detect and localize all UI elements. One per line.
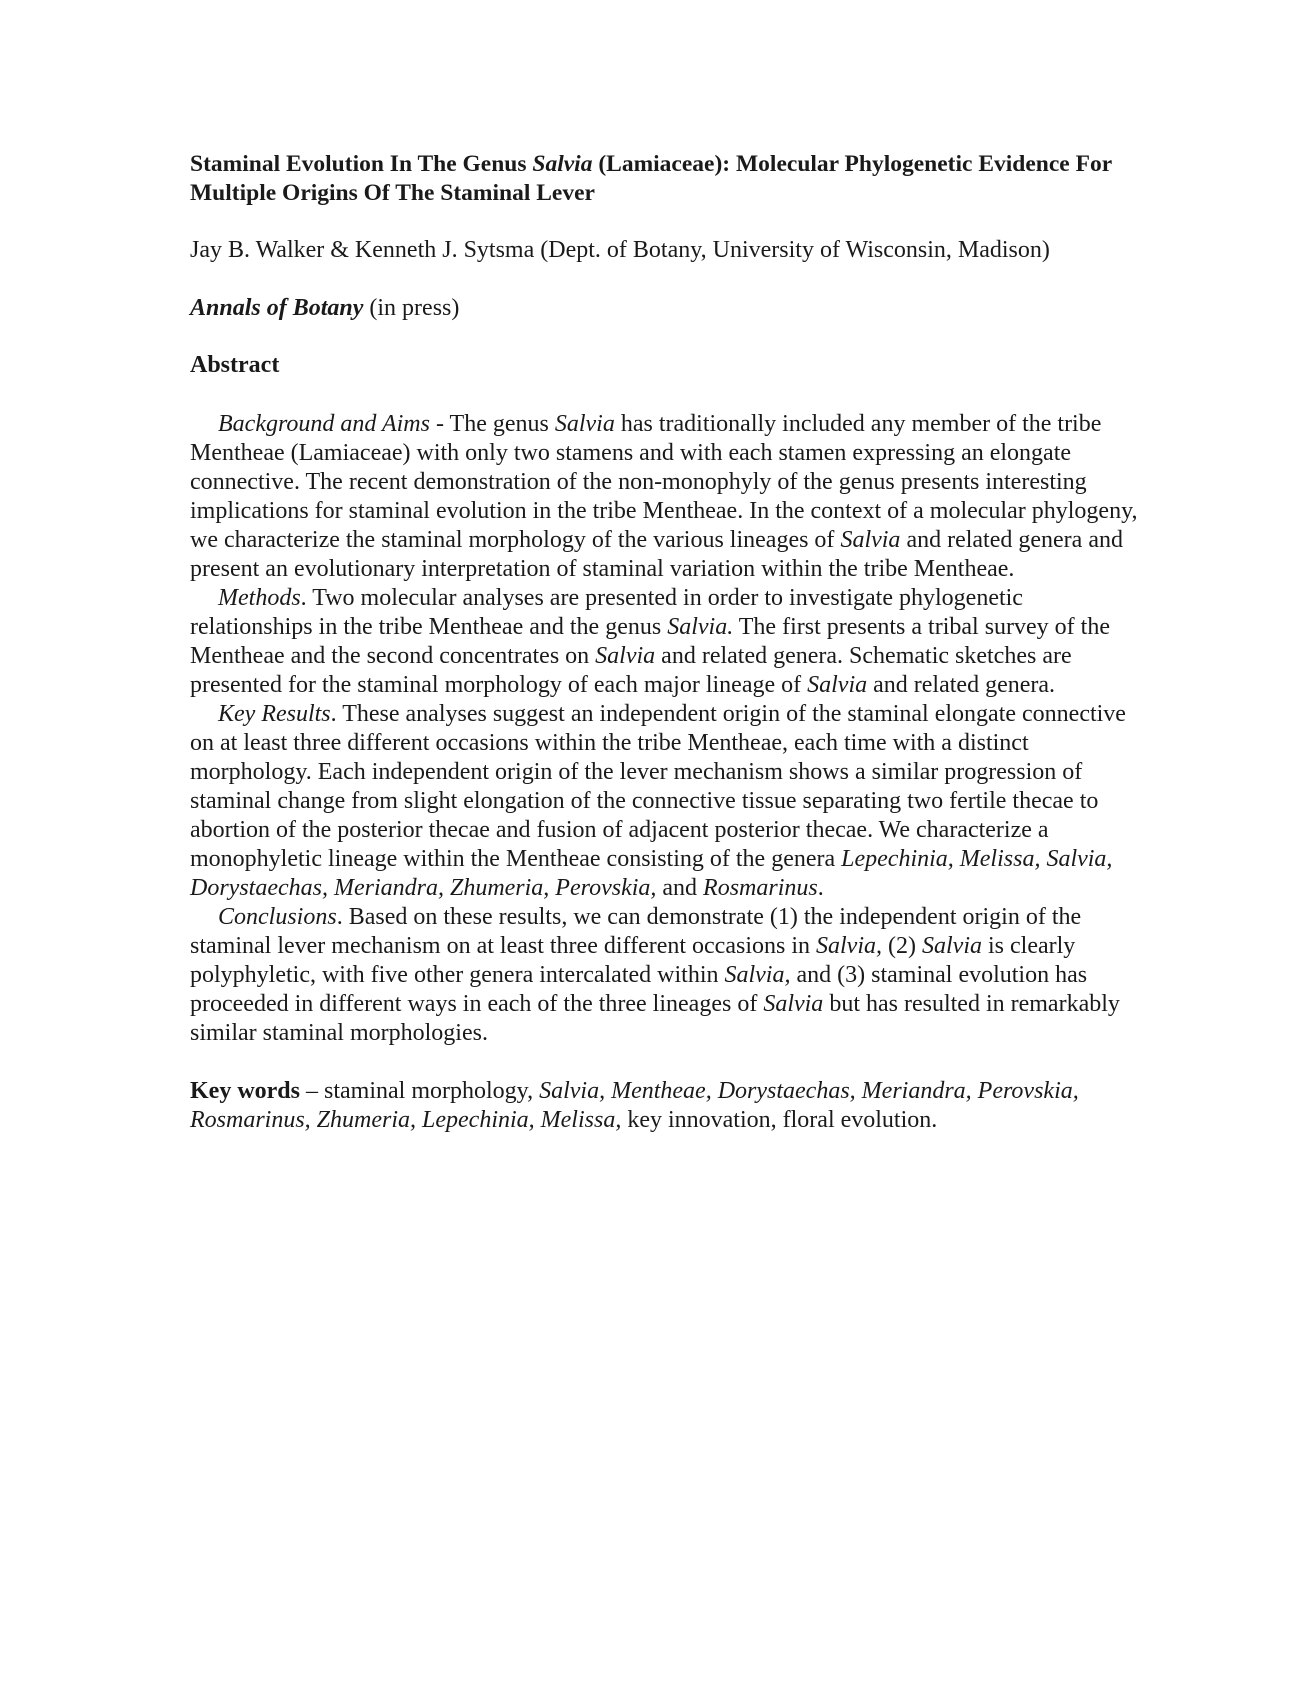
- genus-list: Lepechinia, Melissa, Salvia, Dorystaechas, Meriandra, Zhumeria, Perovskia,: [190, 846, 1113, 901]
- paper-page: [190, 150, 1140, 1135]
- section-label: Conclusions: [218, 904, 337, 930]
- keywords-label: Key words: [190, 1078, 300, 1104]
- paragraph-text: and related genera.: [867, 672, 1056, 698]
- paragraph-text: and related genera. Schematic sketches are presented for the staminal morphology of each major lineage of: [190, 643, 1072, 698]
- journal-line: [190, 294, 1140, 323]
- abstract-results: [190, 700, 1140, 903]
- author-line: Jay B. Walker & Kenneth J. Sytsma (Dept. of Botany, University of Wisconsin, Madison): [190, 237, 1050, 263]
- genus-name: Salvia: [840, 527, 901, 553]
- genus-name: Salvia: [763, 991, 824, 1017]
- paragraph-text: - The genus: [429, 411, 555, 437]
- keywords: [190, 1077, 1140, 1135]
- abstract-background: [190, 410, 1140, 584]
- paragraph-text: The first presents a tribal survey of the Mentheae and the second concentrates on: [190, 614, 1110, 669]
- paragraph-text: (2): [882, 933, 922, 959]
- paragraph-text: is clearly polyphyletic, with five other genera intercalated within: [190, 933, 1076, 988]
- abstract-heading: Abstract: [190, 352, 280, 378]
- genus-name: Salvia: [595, 643, 656, 669]
- keywords-genera: Salvia, Mentheae, Dorystaechas, Meriandra, Perovskia, Rosmarinus, Zhumeria, Lepechinia, Melissa,: [190, 1078, 1079, 1133]
- paragraph-text: and related genera and present an evolutionary interpretation of staminal variation within the tribe Mentheae.: [190, 527, 1123, 582]
- genus-name: Salvia.: [667, 614, 734, 640]
- section-label: Methods: [218, 585, 301, 611]
- paragraph-text: and (3) staminal evolution has proceeded in different ways in each of the three lineages of: [190, 962, 1088, 1017]
- paragraph-text: . Based on these results, we can demonstrate (1) the independent origin of the staminal lever mechanism on at least three different occasions in: [190, 904, 1082, 959]
- genus-name: Salvia,: [816, 933, 883, 959]
- genus-name: Salvia: [807, 672, 868, 698]
- journal-name: Annals of Botany: [190, 295, 364, 321]
- paragraph-text: but has resulted in remarkably similar staminal morphologies.: [190, 991, 1120, 1046]
- paragraph-text: . Two molecular analyses are presented in order to investigate phylogenetic relationships in the tribe Mentheae and the genus: [190, 585, 1023, 640]
- title-text: Staminal Evolution In The Genus: [190, 151, 533, 177]
- title-text: (Lamiaceae): Molecular Phylogenetic Evidence For Multiple Origins Of The Staminal Lever: [190, 151, 1112, 206]
- section-label: Background and Aims: [218, 411, 430, 437]
- abstract-body: [190, 410, 1140, 1048]
- abstract-conclusions: [190, 903, 1140, 1048]
- genus-name: Salvia: [922, 933, 982, 959]
- title-genus: Salvia: [532, 151, 593, 177]
- paragraph-text: . These analyses suggest an independent origin of the staminal elongate connective on at least three different occasions within the tribe Mentheae, each time with a distinct morphology. Each independent origin of the lever mechanism shows a similar progression of staminal change from slight elongation of the connective tissue separating two fertile thecae to abortion of the posterior thecae and fusion of adjacent posterior thecae. We characterize a monophyletic lineage within the Mentheae consisting of the genera: [190, 701, 1126, 872]
- keywords-text: key innovation, floral evolution.: [621, 1107, 938, 1133]
- abstract-methods: [190, 584, 1140, 700]
- paragraph-text: and: [656, 875, 704, 901]
- journal-status: (in press): [363, 295, 460, 321]
- paragraph-text: has traditionally included any member of the tribe Mentheae (Lamiaceae) with only two stamens and with each stamen expressing an elongate connective. The recent demonstration of the non-monophyly of the genus presents interesting implications for staminal evolution in the tribe Mentheae. In the context of a molecular phylogeny, we characterize the staminal morphology of the various lineages of: [190, 411, 1138, 553]
- paper-title: [190, 150, 1140, 208]
- keywords-text: – staminal morphology,: [300, 1078, 540, 1104]
- genus-name: Salvia,: [724, 962, 791, 988]
- genus-name: Salvia: [554, 411, 615, 437]
- genus-name: Rosmarinus: [703, 875, 818, 901]
- section-label: Key Results: [218, 701, 331, 727]
- paragraph-text: .: [817, 875, 824, 901]
